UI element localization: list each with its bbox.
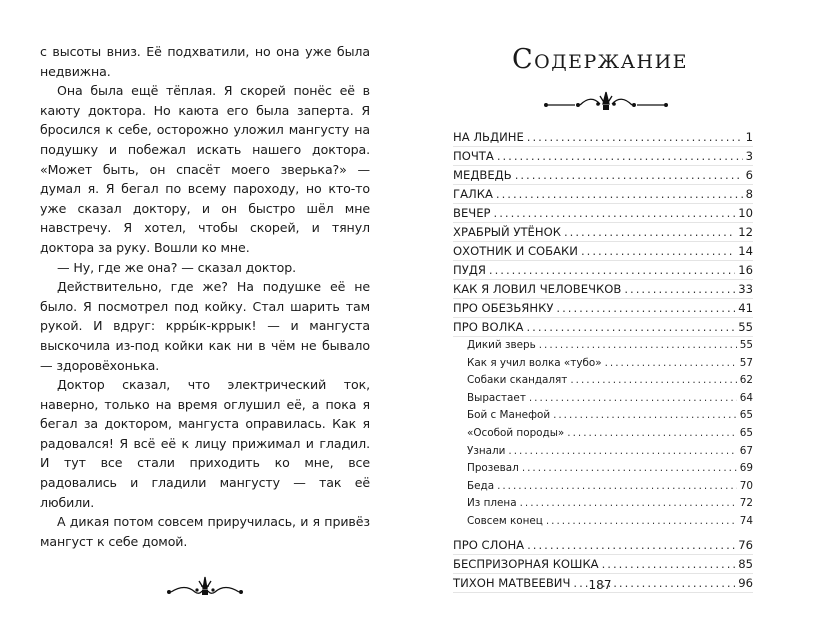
toc-entry-label: ПРО СЛОНА	[453, 537, 525, 552]
toc-entry[interactable]	[453, 390, 753, 408]
toc-entry-label: «Особой породы»	[467, 426, 565, 439]
toc-entry-label: НА ЛЬДИНЕ	[453, 130, 524, 144]
toc-entry-page: 96	[738, 575, 753, 590]
toc-entry[interactable]	[453, 425, 753, 443]
leader-dots	[564, 223, 735, 241]
leader-dots	[602, 555, 736, 573]
leader-dots	[515, 166, 743, 184]
toc-entry-label: КАК Я ЛОВИЛ ЧЕЛОВЕЧКОВ	[453, 282, 622, 296]
toc-entry-label: МЕДВЕДЬ	[453, 168, 512, 182]
toc-entry-label: ГАЛКА	[453, 187, 493, 201]
toc-entry-page: 64	[739, 391, 753, 404]
paragraph: Доктор сказал, что электрический ток, наверно, только на время оглушил её, а пока я бегал за доктором, мангуста оправилась. Как я радовался! Я всё её к лицу прижимал и гладил. И тут все стали приходить ко мне, все радовались и гладили мангусту — так её любили.	[40, 377, 370, 510]
toc-entry-page: 72	[739, 497, 753, 510]
ornament-divider-icon	[165, 573, 245, 599]
leader-dots	[496, 185, 743, 203]
toc-entry[interactable]	[453, 555, 753, 574]
leader-dots	[497, 478, 737, 496]
toc-entry[interactable]	[453, 318, 753, 337]
leader-dots	[508, 443, 736, 461]
leader-dots	[546, 513, 737, 531]
toc-entry[interactable]	[453, 495, 753, 513]
toc-entry-page: 8	[745, 187, 753, 201]
toc-entry[interactable]	[453, 536, 753, 555]
toc-entry[interactable]	[453, 280, 753, 299]
toc-entry-label: ОХОТНИК И СОБАКИ	[453, 244, 578, 258]
toc-entry-label: БЕСПРИЗОРНАЯ КОШКА	[453, 556, 599, 571]
toc-entry-page: 69	[739, 462, 753, 475]
toc-entry[interactable]	[453, 513, 753, 531]
toc-entry-page: 41	[738, 301, 753, 315]
page-number: 187	[588, 578, 612, 592]
paragraph: — Ну, где же она? — сказал доктор.	[57, 259, 297, 275]
toc-entry-label: ХРАБРЫЙ УТЁНОК	[453, 225, 561, 239]
toc-entry-label: ПУДЯ	[453, 263, 486, 277]
toc-entry-label: Из плена	[467, 497, 517, 510]
toc-entry-page: 10	[738, 206, 753, 220]
toc-entry-label: Вырастает	[467, 391, 526, 404]
toc-entry-page: 67	[739, 444, 753, 457]
toc-entry-page: 55	[738, 320, 753, 334]
toc-entry[interactable]	[453, 355, 753, 373]
toc-entry[interactable]	[453, 372, 753, 390]
toc-title: Содержание	[511, 44, 689, 75]
toc-entry-page: 16	[738, 263, 753, 277]
leader-dots	[553, 407, 737, 425]
leader-dots	[605, 355, 737, 373]
toc-entry-label: Совсем конец	[467, 514, 543, 527]
toc-entry-page: 74	[739, 514, 753, 527]
toc-entry[interactable]	[453, 166, 753, 185]
toc-entry-page: 33	[738, 282, 753, 296]
toc-entry[interactable]	[453, 242, 753, 261]
toc-entry[interactable]	[453, 443, 753, 461]
leader-dots	[539, 337, 737, 355]
toc-entry-page: 62	[739, 374, 753, 387]
toc-entry-label: Собаки скандалят	[467, 374, 568, 387]
table-of-contents	[453, 128, 753, 593]
toc-entry-page: 65	[739, 426, 753, 439]
toc-entry-page: 6	[745, 168, 753, 182]
toc-entry[interactable]	[453, 299, 753, 318]
toc-entry-label: ПОЧТА	[453, 149, 494, 163]
leader-dots	[526, 318, 735, 336]
paragraph: Действительно, где же? На подушке её не было. Я посмотрел под койку. Стал шарить там рукой. И вдруг: крры́к-кррык! — и мангуста выскочила из-под койки как ни в чём не бывало — здоровёхонька.	[40, 279, 370, 373]
toc-entry-label: ВЕЧЕР	[453, 206, 491, 220]
toc-entry-label: Узнали	[467, 444, 506, 457]
toc-entry-page: 14	[738, 244, 753, 258]
ornament-divider-icon	[543, 90, 669, 114]
toc-entry-label: Дикий зверь	[467, 339, 536, 351]
toc-entry[interactable]	[453, 223, 753, 242]
toc-entry-page: 57	[739, 356, 753, 369]
leader-dots	[567, 425, 736, 443]
leader-dots	[529, 390, 737, 408]
toc-entry-page: 76	[738, 537, 753, 552]
toc-entry-label: Беда	[467, 479, 495, 492]
toc-entry[interactable]	[453, 407, 753, 425]
leader-dots	[624, 280, 735, 298]
paragraph: А дикая потом совсем приручилась, и я привёз мангуст к себе домой.	[40, 514, 370, 549]
toc-entry[interactable]	[453, 204, 753, 223]
toc-entry[interactable]	[453, 478, 753, 496]
leader-dots	[520, 495, 737, 513]
left-page-text	[40, 42, 370, 551]
toc-entry[interactable]	[453, 261, 753, 280]
toc-entry-label: Прозевал	[467, 462, 519, 475]
toc-entry[interactable]	[453, 128, 753, 147]
toc-entry-page: 12	[738, 225, 753, 239]
toc-entry-page: 55	[739, 339, 753, 351]
toc-entry-page: 3	[745, 149, 753, 163]
leader-dots	[527, 536, 735, 554]
toc-entry-label: Бой с Манефой	[467, 409, 551, 422]
left-page	[40, 42, 370, 599]
leader-dots	[581, 242, 735, 260]
leader-dots	[522, 460, 737, 478]
toc-entry-page: 1	[745, 130, 753, 144]
toc-entry[interactable]	[453, 147, 753, 166]
toc-entry-label: ТИХОН МАТВЕЕВИЧ	[453, 575, 571, 590]
toc-entry-label: ПРО ВОЛКА	[453, 320, 524, 334]
leader-dots	[497, 147, 743, 165]
leader-dots	[494, 204, 736, 222]
paragraph: с высоты вниз. Её подхватили, но она уже была недвижна.	[40, 44, 370, 79]
leader-dots	[556, 299, 735, 317]
toc-entry-page: 85	[738, 556, 753, 571]
toc-entry-label: ПРО ОБЕЗЬЯНКУ	[453, 301, 554, 315]
leader-dots	[489, 261, 735, 279]
toc-entry[interactable]	[453, 337, 753, 355]
toc-entry[interactable]	[453, 460, 753, 478]
toc-entry-page: 70	[739, 479, 753, 492]
leader-dots	[570, 372, 736, 390]
toc-entry-page: 65	[739, 409, 753, 422]
toc-entry[interactable]	[453, 185, 753, 204]
paragraph: Она была ещё тёплая. Я скорей понёс её в каюту доктора. Но каюта его была заперта. Я бросился к себе, осторожно уложил мангусту на подушку и побежал искать нашего доктора. «Может быть, он спасёт моего зверька?» — думал я. Я бегал по всему пароходу, но кто-то уже сказал доктору, и он быстро шёл мне навстречу. Я хотел, чтобы скорей, и тянул доктора за руку. Вошли ко мне.	[40, 83, 370, 255]
toc-entry-label: Как я учил волка «тубо»	[467, 356, 602, 369]
leader-dots	[527, 128, 743, 146]
